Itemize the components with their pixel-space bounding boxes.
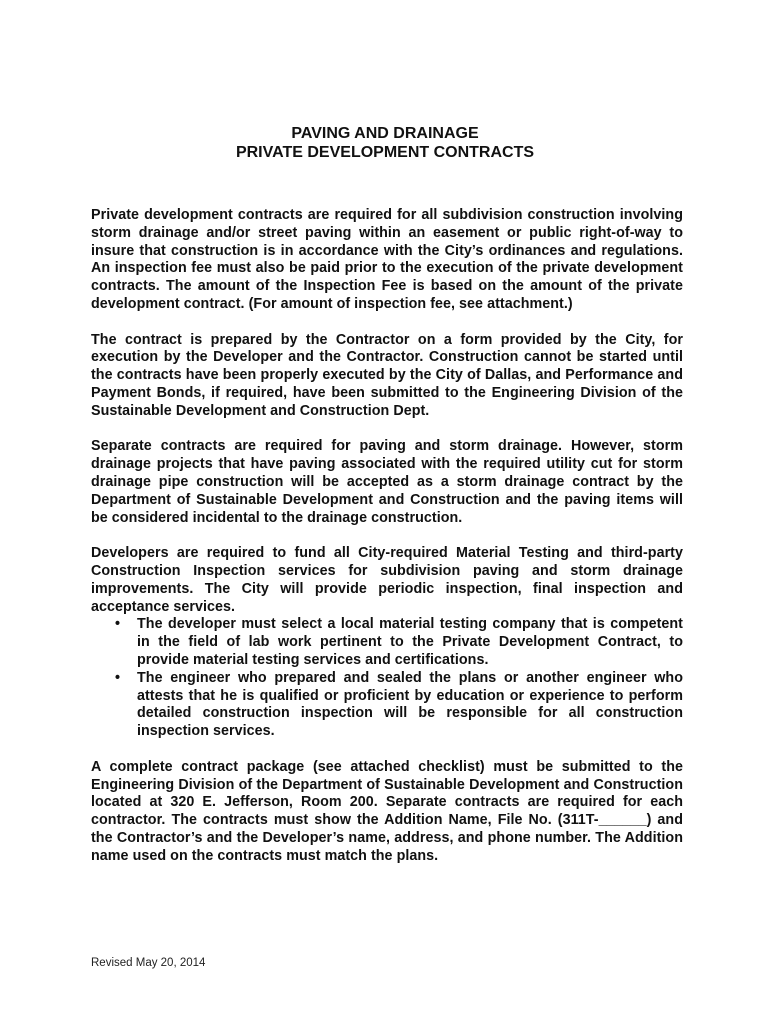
revision-date: Revised May 20, 2014	[91, 957, 206, 969]
bullet-icon: •	[115, 616, 121, 633]
requirements-list	[91, 616, 683, 741]
document-body	[91, 207, 683, 883]
paragraph-contract-preparation: The contract is prepared by the Contractor on a form provided by the City, for execution by the Developer and the Contractor. Construction cannot be started until the contracts have been properly executed by the City of Dallas, and Performance and Payment Bonds, if required, have been submitted to the Engineering Division of the Sustainable Development and Construction Dept.	[91, 331, 683, 419]
list-item	[91, 616, 683, 669]
paragraph-separate-contracts: Separate contracts are required for paving and storm drainage. However, storm drainage projects that have paving associated with the required utility cut for storm drainage pipe construction will be accepted as a storm drainage contract by the Department of Sustainable Development and Construction and the paving items will be considered incidental to the drainage construction.	[91, 438, 683, 526]
document-title	[0, 124, 770, 162]
title-line-1: PAVING AND DRAINAGE	[291, 125, 479, 142]
paragraph-contract-package: A complete contract package (see attached checklist) must be submitted to the Engineering Division of the Department of Sustainable Development and Construction located at 320 E. Jefferson, Room 200. Separate contracts are required for each contractor. The contracts must show the Addition Name, File No. (311T-______) and the Contractor’s and the Developer’s name, address, and phone number. The Addition name used on the contracts must match the plans.	[91, 758, 683, 864]
list-item-text: The engineer who prepared and sealed the plans or another engineer who attests that he is qualified or proficient by education or experience to perform detailed construction inspection will be responsible for all construction inspection services.	[137, 669, 683, 740]
list-item	[91, 670, 683, 741]
paragraph-contracts-required: Private development contracts are required for all subdivision construction involving storm drainage and/or street paving within an easement or public right-of-way to insure that construction is in accordance with the City’s ordinances and regulations. An inspection fee must also be paid prior to the execution of the private development contracts. The amount of the Inspection Fee is based on the amount of the private development contract. (For amount of inspection fee, see attachment.)	[91, 207, 683, 312]
list-item-text: The developer must select a local material testing company that is competent in the field of lab work pertinent to the Private Development Contract, to provide material testing services and certifications.	[137, 616, 683, 668]
paragraph-developer-funding: Developers are required to fund all City-required Material Testing and third-party Construction Inspection services for subdivision paving and storm drainage improvements. The City will provide periodic inspection, final inspection and acceptance services.	[91, 545, 683, 615]
title-line-2: PRIVATE DEVELOPMENT CONTRACTS	[235, 144, 535, 161]
bullet-icon: •	[115, 669, 121, 686]
